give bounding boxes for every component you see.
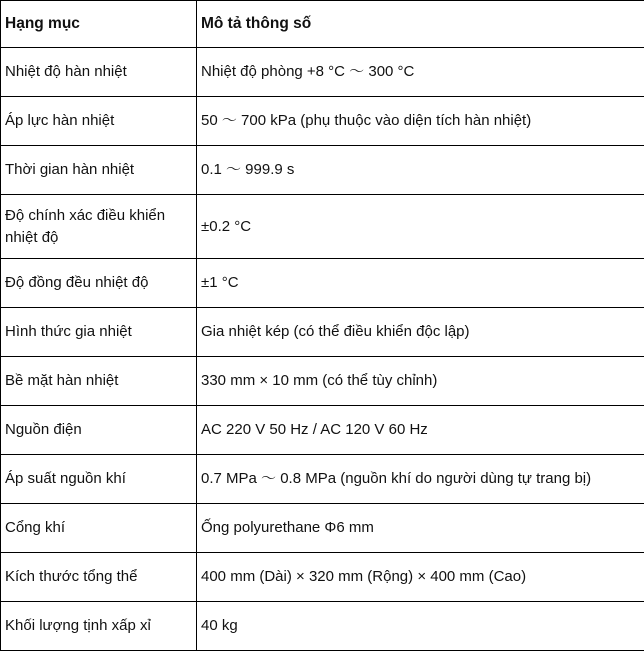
table-row (1, 455, 644, 504)
row-label: Độ chính xác điều khiển nhiệt độ (1, 195, 197, 259)
row-label: Nguồn điện (1, 406, 197, 455)
row-value: ±1 °C (197, 259, 644, 308)
table-header-row (1, 1, 644, 48)
table-row (1, 357, 644, 406)
row-label: Áp lực hàn nhiệt (1, 97, 197, 146)
table-row (1, 48, 644, 97)
table-row (1, 602, 644, 651)
row-label: Khối lượng tịnh xấp xỉ (1, 602, 197, 651)
table-row (1, 308, 644, 357)
row-value: Nhiệt độ phòng +8 °C ～ 300 °C (197, 48, 644, 97)
table-row (1, 406, 644, 455)
table-row (1, 259, 644, 308)
header-item: Hạng mục (1, 1, 197, 48)
row-value: 0.1 ～ 999.9 s (197, 146, 644, 195)
table-row (1, 553, 644, 602)
row-value: AC 220 V 50 Hz / AC 120 V 60 Hz (197, 406, 644, 455)
row-label: Thời gian hàn nhiệt (1, 146, 197, 195)
row-label: Nhiệt độ hàn nhiệt (1, 48, 197, 97)
row-label: Hình thức gia nhiệt (1, 308, 197, 357)
row-value: 50 ～ 700 kPa (phụ thuộc vào diện tích hàn nhiệt) (197, 97, 644, 146)
row-value: 330 mm × 10 mm (có thể tùy chỉnh) (197, 357, 644, 406)
row-label: Độ đồng đều nhiệt độ (1, 259, 197, 308)
row-label: Áp suất nguồn khí (1, 455, 197, 504)
row-value: Gia nhiệt kép (có thể điều khiển độc lập) (197, 308, 644, 357)
table-row (1, 97, 644, 146)
row-value: ±0.2 °C (197, 195, 644, 259)
row-label: Kích thước tổng thể (1, 553, 197, 602)
header-description: Mô tả thông số (197, 1, 644, 48)
row-value: 400 mm (Dài) × 320 mm (Rộng) × 400 mm (Cao) (197, 553, 644, 602)
row-label: Bề mặt hàn nhiệt (1, 357, 197, 406)
row-value: 0.7 MPa ～ 0.8 MPa (nguồn khí do người dùng tự trang bị) (197, 455, 644, 504)
row-value: 40 kg (197, 602, 644, 651)
table-row (1, 146, 644, 195)
row-value: Ống polyurethane Φ6 mm (197, 504, 644, 553)
table-row (1, 504, 644, 553)
table-row (1, 195, 644, 259)
row-label: Cổng khí (1, 504, 197, 553)
